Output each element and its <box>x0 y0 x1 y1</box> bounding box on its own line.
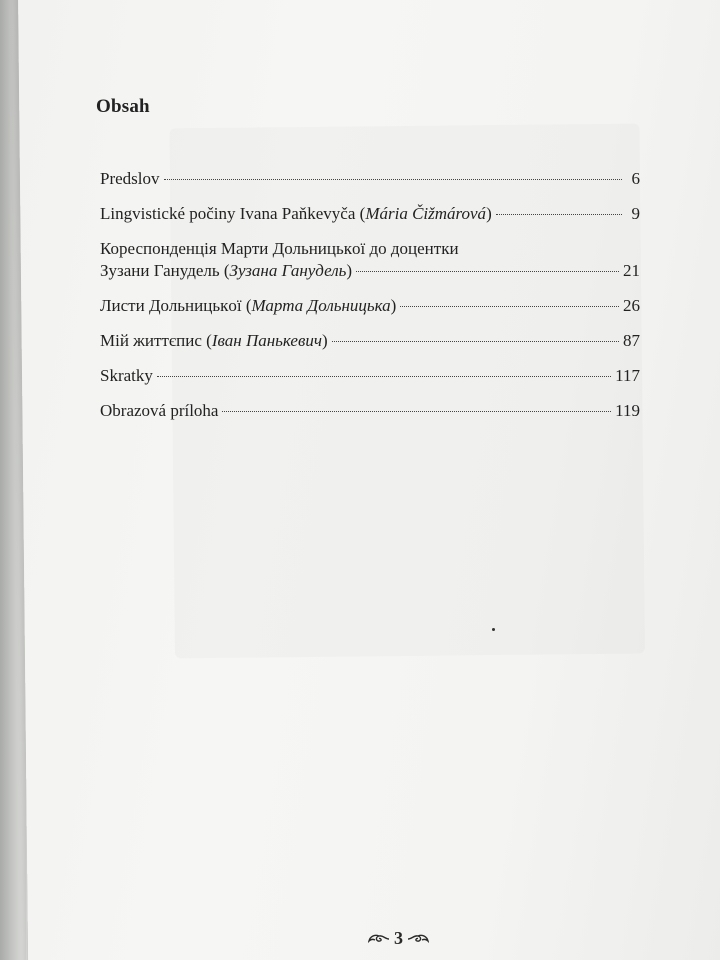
toc-entry-page: 6 <box>631 169 640 188</box>
toc-entry-title: Obrazová príloha <box>100 401 219 420</box>
dot-leader <box>356 271 619 272</box>
toc-entry-obrazova-priloha <box>100 400 640 422</box>
toc-entry-title: Мій життєпис (Іван Панькевич) <box>100 331 328 350</box>
toc-entry-title: Листи Дольницькoї (Марта Дольницька) <box>100 296 397 315</box>
dot-leader <box>164 179 623 180</box>
dot-leader <box>222 411 611 412</box>
toc-entry-author: Марта Дольницька <box>251 296 391 315</box>
dot-leader <box>496 214 622 215</box>
toc-entry-page: 21 <box>623 261 640 280</box>
toc-entry-author: Іван Панькевич <box>211 331 322 350</box>
book-page <box>18 0 720 960</box>
toc-entry-title: Skratky <box>100 366 153 385</box>
toc-heading: Obsah <box>96 96 150 117</box>
toc-entry-skratky <box>100 365 640 387</box>
left-ornament-icon <box>368 933 390 945</box>
toc-entry-author: Mária Čižmárová <box>365 204 487 223</box>
page-number: 3 <box>394 928 403 948</box>
toc-entry-predslov <box>100 168 640 190</box>
toc-entry-lysty <box>100 295 640 317</box>
dot-leader <box>332 341 619 342</box>
toc-entry-page: 9 <box>631 204 640 223</box>
right-ornament-icon <box>407 933 429 945</box>
toc-entry-title: Lingvistické počiny Ivana Paňkevyča (Mária Čižmárová) <box>100 204 492 223</box>
dot-leader <box>400 306 619 307</box>
dot-leader <box>157 376 611 377</box>
toc-entry-page: 117 <box>615 366 640 385</box>
toc-entry-author: Зузана Ганудель <box>229 261 347 280</box>
toc-entry-korespondencia <box>100 238 640 282</box>
toc-entry-title: Зузани Ганудель (Зузана Ганудель) <box>100 261 353 280</box>
toc-entry-page: 87 <box>623 331 640 350</box>
ink-speck <box>492 628 495 631</box>
toc-entry-lingvisticke-prace <box>100 203 640 225</box>
toc-entry-title-line1: Кореспонденція Марти Дольницькoї до доцентки <box>100 239 459 258</box>
toc-entry-title: Predslov <box>100 169 160 188</box>
table-of-contents <box>100 168 640 435</box>
page-footer <box>368 928 429 949</box>
toc-entry-page: 26 <box>623 296 640 315</box>
toc-entry-zhyttiepys <box>100 330 640 352</box>
toc-entry-page: 119 <box>615 401 640 420</box>
